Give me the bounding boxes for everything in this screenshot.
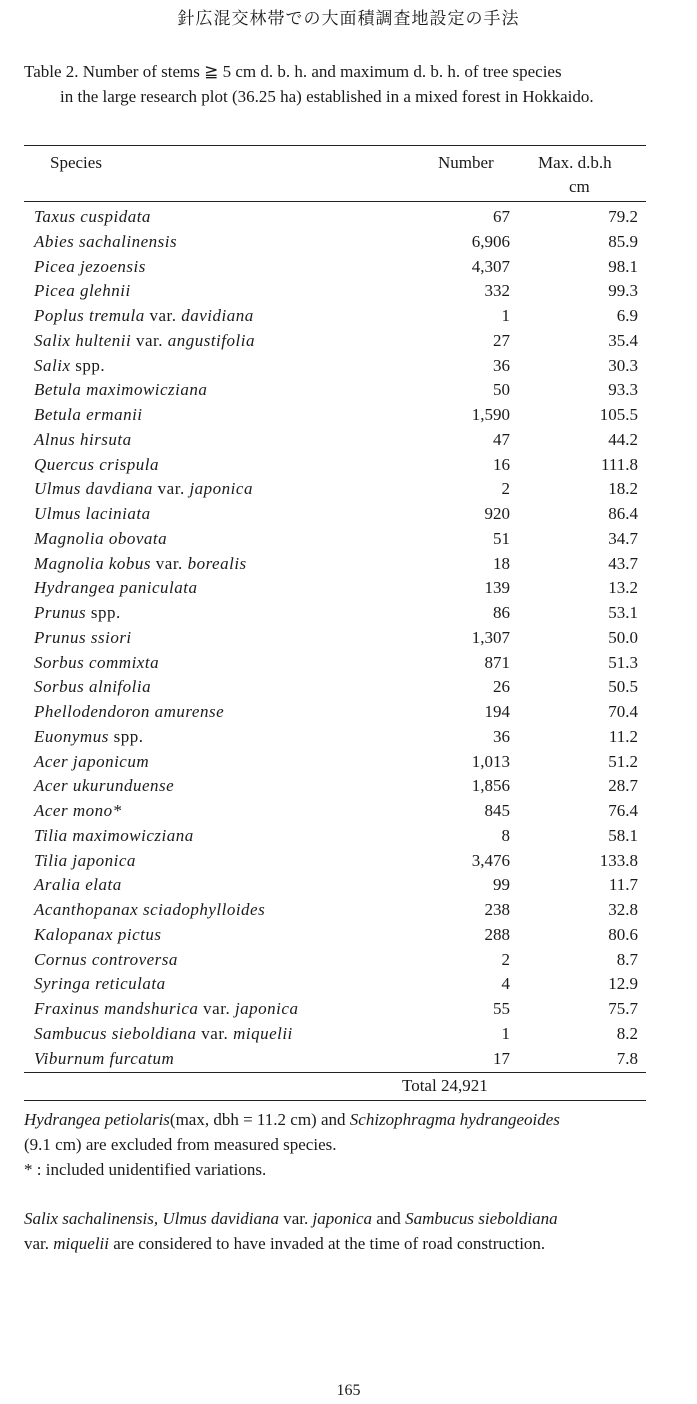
- note-species: Schizophragma hydrangeoides: [349, 1110, 560, 1129]
- species-suffix: spp.: [113, 726, 144, 746]
- species-binomial: Acer ukurunduense: [34, 776, 175, 796]
- col-header-maxdbh: Max. d.b.h: [538, 153, 612, 172]
- table-row: [24, 898, 646, 923]
- stem-count: 288: [484, 924, 510, 944]
- species-name: [34, 700, 224, 724]
- table-row: [24, 651, 646, 676]
- stem-count: 920: [484, 504, 510, 523]
- stem-count: 3,476: [471, 850, 510, 870]
- table-row: [24, 378, 646, 403]
- species-name: [34, 255, 146, 279]
- note-text: var.: [24, 1233, 54, 1253]
- species-binomial: Abies sachalinensis: [34, 231, 178, 251]
- species-name: [34, 774, 174, 798]
- variety-name: japonica: [234, 999, 299, 1018]
- species-binomial: Acer mono*: [34, 801, 122, 820]
- stem-count: 1: [501, 1023, 510, 1043]
- stem-count: 36: [493, 726, 510, 746]
- max-dbh: 50.5: [608, 677, 638, 697]
- note-species: Sambucus sieboldiana: [405, 1209, 558, 1228]
- species-name: [34, 1022, 293, 1046]
- species-binomial: Picea jezoensis: [34, 256, 146, 276]
- max-dbh: 34.7: [608, 528, 638, 548]
- note-text: and: [372, 1209, 406, 1228]
- max-dbh: 51.3: [608, 652, 638, 672]
- page-number: 165: [336, 1382, 361, 1399]
- species-binomial: Tilia japonica: [34, 850, 136, 870]
- species-suffix: spp.: [90, 603, 121, 622]
- species-binomial: Phellodendoron amurense: [34, 702, 225, 721]
- max-dbh: 13.2: [608, 578, 638, 598]
- species-binomial: Poplus tremula: [34, 306, 145, 325]
- table-row: [24, 205, 646, 230]
- species-binomial: Taxus cuspidata: [34, 207, 151, 226]
- stem-count: 55: [493, 999, 510, 1018]
- max-dbh: 98.1: [608, 256, 638, 276]
- species-binomial: Cornus controversa: [34, 949, 178, 969]
- max-dbh: 44.2: [608, 429, 638, 449]
- table-row: [24, 230, 646, 255]
- max-dbh: 105.5: [599, 405, 638, 424]
- table-row: [24, 601, 646, 626]
- max-dbh: 75.7: [608, 999, 638, 1018]
- table-row: [24, 502, 646, 527]
- note-species: Salix sachalinensis, Ulmus davidiana: [24, 1209, 279, 1228]
- species-name: [34, 502, 151, 526]
- species-name: [34, 304, 254, 328]
- species-binomial: Prunus ssiori: [34, 627, 132, 647]
- max-dbh: 133.8: [599, 850, 638, 870]
- table-row: [24, 997, 646, 1022]
- species-name: [34, 849, 136, 873]
- max-dbh: 12.9: [608, 974, 638, 994]
- species-suffix: spp.: [75, 355, 106, 375]
- species-name: [34, 403, 143, 427]
- max-dbh: 111.8: [601, 454, 638, 474]
- stem-count: 1,856: [471, 776, 510, 796]
- table-row: [24, 255, 646, 280]
- stem-count: 6,906: [471, 231, 510, 251]
- stem-count: 1,590: [471, 405, 510, 424]
- table-row: [24, 354, 646, 379]
- table-row: [24, 626, 646, 651]
- species-binomial: Sorbus commixta: [34, 652, 160, 672]
- max-dbh: 58.1: [608, 825, 638, 845]
- table-row: [24, 552, 646, 577]
- table-row: [24, 972, 646, 997]
- max-dbh: 30.3: [608, 355, 638, 375]
- species-name: [34, 1047, 174, 1071]
- table-row: [24, 725, 646, 750]
- table-row: [24, 799, 646, 824]
- variety-name: miquelii: [233, 1023, 293, 1043]
- table-row: [24, 774, 646, 799]
- table-row: [24, 329, 646, 354]
- stem-count: 845: [484, 801, 510, 820]
- variety-name: davidiana: [181, 306, 254, 325]
- max-dbh: 70.4: [608, 702, 638, 721]
- species-name: [34, 329, 255, 353]
- note-text: var.: [278, 1209, 313, 1228]
- species-name: [34, 428, 132, 452]
- table-row: [24, 279, 646, 304]
- table-body: [24, 205, 646, 1071]
- variety-word: var.: [201, 1023, 229, 1043]
- species-name: [34, 923, 161, 947]
- stem-count: 27: [493, 330, 510, 350]
- max-dbh: 11.7: [608, 875, 638, 895]
- species-binomial: Ulmus laciniata: [34, 504, 151, 523]
- species-name: [34, 626, 132, 650]
- species-name: [34, 898, 265, 922]
- species-binomial: Sambucus sieboldiana: [34, 1023, 197, 1043]
- species-binomial: Syringa reticulata: [34, 974, 166, 994]
- stem-count: 332: [484, 281, 510, 301]
- max-dbh: 35.4: [608, 330, 638, 350]
- table-row: [24, 527, 646, 552]
- stem-count: 194: [484, 702, 510, 721]
- max-dbh: 85.9: [608, 231, 638, 251]
- species-binomial: Ulmus davdiana: [34, 479, 153, 499]
- species-name: [34, 997, 298, 1021]
- running-header: 針広混交林帯での大面積調査地設定の手法: [177, 9, 520, 29]
- species-name: [34, 750, 149, 774]
- species-name: [34, 205, 151, 229]
- stem-count: 16: [493, 454, 510, 474]
- stem-count: 4,307: [471, 256, 510, 276]
- stem-count: 50: [493, 380, 510, 400]
- stem-count: 26: [493, 677, 510, 697]
- species-name: [34, 948, 178, 972]
- stem-count: 86: [493, 603, 510, 622]
- species-name: [34, 378, 207, 402]
- table-row: [24, 873, 646, 898]
- variety-word: var.: [203, 999, 231, 1018]
- col-header-number: Number: [438, 153, 494, 172]
- species-name: [34, 230, 177, 254]
- max-dbh: 79.2: [608, 207, 638, 226]
- table-row: [24, 700, 646, 725]
- max-dbh: 28.7: [608, 776, 638, 796]
- species-binomial: Magnolia kobus: [34, 553, 152, 573]
- note-species: miquelii: [53, 1233, 109, 1253]
- stem-count: 1,013: [471, 751, 510, 771]
- max-dbh: 32.8: [608, 900, 638, 919]
- stem-count: 871: [484, 652, 510, 672]
- table-row: [24, 824, 646, 849]
- col-header-species: Species: [50, 153, 102, 172]
- max-dbh: 53.1: [608, 603, 638, 622]
- stem-count: 47: [493, 429, 510, 449]
- table-bottom-rule: [24, 1072, 646, 1073]
- table-row: [24, 675, 646, 700]
- table-row: [24, 923, 646, 948]
- species-binomial: Salix hultenii: [34, 330, 132, 350]
- variety-name: japonica: [189, 479, 253, 499]
- stem-count: 67: [493, 207, 510, 226]
- table-row: [24, 428, 646, 453]
- table-row: [24, 948, 646, 973]
- note-excluded: [24, 1108, 649, 1157]
- table-row: [24, 750, 646, 775]
- species-name: [34, 279, 131, 303]
- max-dbh: 7.8: [616, 1048, 638, 1068]
- species-binomial: Acer japonicum: [34, 751, 150, 771]
- col-header-unit: cm: [569, 177, 590, 196]
- variety-word: var.: [135, 330, 163, 350]
- species-name: [34, 354, 105, 378]
- species-name: [34, 552, 247, 576]
- stem-count: 51: [493, 528, 510, 548]
- species-binomial: Acanthopanax sciadophylloides: [34, 900, 266, 919]
- species-binomial: Quercus crispula: [34, 454, 159, 474]
- species-binomial: Euonymus: [34, 726, 109, 746]
- variety-name: borealis: [187, 553, 247, 573]
- max-dbh: 93.3: [608, 380, 638, 400]
- max-dbh: 86.4: [608, 504, 638, 523]
- species-name: [34, 675, 151, 699]
- table-row: [24, 304, 646, 329]
- species-name: [34, 527, 167, 551]
- caption-line-1: Table 2. Number of stems ≧ 5 cm d. b. h. and maximum d. b. h. of tree species: [24, 62, 562, 81]
- species-name: [34, 972, 166, 996]
- species-binomial: Fraxinus mandshurica: [34, 999, 199, 1018]
- table-row: [24, 849, 646, 874]
- max-dbh: 80.6: [608, 924, 638, 944]
- species-binomial: Alnus hirsuta: [34, 429, 132, 449]
- species-name: [34, 453, 159, 477]
- species-name: [34, 651, 159, 675]
- table-row: [24, 1022, 646, 1047]
- variety-word: var.: [155, 553, 183, 573]
- max-dbh: 6.9: [616, 306, 638, 325]
- note-text: (9.1 cm) are excluded from measured species.: [24, 1134, 337, 1154]
- max-dbh: 11.2: [608, 726, 638, 746]
- note-text: are considered to have invaded at the time of road construction.: [109, 1233, 546, 1253]
- stem-count: 2: [501, 949, 510, 969]
- species-name: [34, 824, 194, 848]
- stem-count: 8: [501, 825, 510, 845]
- species-binomial: Tilia maximowicziana: [34, 825, 194, 845]
- caption-line-2: in the large research plot (36.25 ha) established in a mixed forest in Hokkaido.: [60, 86, 594, 106]
- table-row: [24, 1047, 646, 1072]
- max-dbh: 8.2: [616, 1023, 638, 1043]
- max-dbh: 43.7: [608, 553, 638, 573]
- species-binomial: Picea glehnii: [34, 281, 131, 301]
- species-binomial: Prunus: [34, 603, 87, 622]
- species-binomial: Sorbus alnifolia: [34, 677, 152, 697]
- species-binomial: Betula ermanii: [34, 405, 143, 424]
- max-dbh: 99.3: [608, 281, 638, 301]
- stem-count: 17: [493, 1048, 510, 1068]
- note-invaded: [24, 1207, 649, 1256]
- species-name: [34, 873, 122, 897]
- note-asterisk: * : included unidentified variations.: [24, 1160, 267, 1179]
- species-binomial: Hydrangea paniculata: [34, 578, 198, 598]
- stem-count: 36: [493, 355, 510, 375]
- max-dbh: 18.2: [608, 479, 638, 499]
- species-binomial: Betula maximowicziana: [34, 380, 208, 400]
- table-caption: [24, 60, 649, 109]
- species-binomial: Kalopanax pictus: [34, 924, 162, 944]
- species-binomial: Magnolia obovata: [34, 528, 168, 548]
- stem-count: 1,307: [471, 627, 510, 647]
- table-row: [24, 403, 646, 428]
- species-name: [34, 576, 197, 600]
- variety-name: angustifolia: [167, 330, 255, 350]
- stem-count: 4: [501, 974, 510, 994]
- stem-count: 2: [501, 479, 510, 499]
- table-row: [24, 477, 646, 502]
- table-row: [24, 576, 646, 601]
- table-top-rule: [24, 145, 646, 146]
- max-dbh: 76.4: [608, 801, 638, 820]
- note-species: Hydrangea petiolaris: [24, 1110, 170, 1129]
- total-rule: [24, 1100, 646, 1101]
- table-header-rule: [24, 201, 646, 202]
- species-binomial: Viburnum furcatum: [34, 1048, 175, 1068]
- table-row: [24, 453, 646, 478]
- stem-count: 1: [501, 306, 510, 325]
- species-name: [34, 477, 253, 501]
- note-species: japonica: [312, 1209, 373, 1228]
- species-binomial: Aralia elata: [34, 875, 122, 895]
- stem-count: 139: [484, 578, 510, 598]
- max-dbh: 8.7: [616, 949, 638, 969]
- note-text: (max, dbh = 11.2 cm) and: [169, 1110, 350, 1129]
- stem-count: 238: [484, 900, 510, 919]
- max-dbh: 51.2: [608, 751, 638, 771]
- table-total: Total 24,921: [402, 1076, 488, 1095]
- stem-count: 99: [493, 875, 510, 895]
- stem-count: 18: [493, 553, 510, 573]
- species-name: [34, 601, 121, 625]
- variety-word: var.: [149, 306, 177, 325]
- species-name: [34, 799, 122, 823]
- species-name: [34, 725, 143, 749]
- species-binomial: Salix: [34, 355, 71, 375]
- max-dbh: 50.0: [608, 627, 638, 647]
- variety-word: var.: [157, 479, 185, 499]
